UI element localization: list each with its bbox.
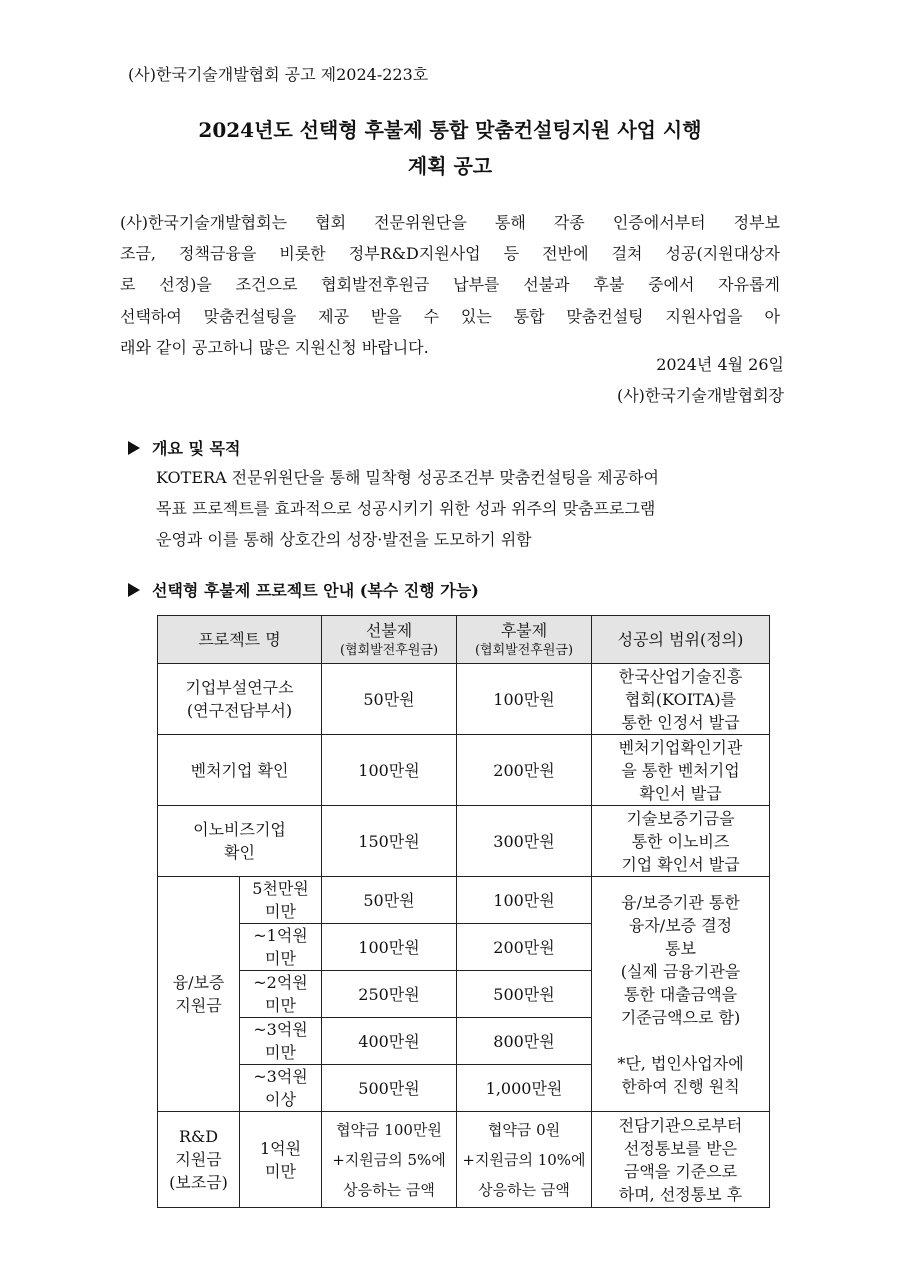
document-title-line2: 계획 공고 — [407, 154, 493, 178]
rnd-label: R&D 지원금 (보조금) — [158, 1112, 240, 1208]
rnd-prepaid-fee: 협약금 100만원 +지원금의 5%에 상응하는 금액 — [322, 1112, 457, 1208]
prepaid-fee: 250만원 — [322, 971, 457, 1018]
postpaid-fee: 100만원 — [457, 877, 592, 924]
header-prepaid-sub: (협회발전후원금) — [339, 643, 439, 658]
postpaid-fee: 200만원 — [457, 735, 592, 806]
table-row — [158, 1112, 770, 1208]
project-name: 이노비즈기업 확인 — [158, 806, 322, 877]
prepaid-fee: 50만원 — [322, 664, 457, 735]
postpaid-fee: 1,000만원 — [457, 1065, 592, 1112]
postpaid-fee: 500만원 — [457, 971, 592, 1018]
overview-line: KOTERA 전문위원단을 통해 밀착형 성공조건부 맞춤컨설팅을 제공하여 — [156, 468, 659, 487]
overview-line: 목표 프로젝트를 효과적으로 성공시키기 위한 성과 위주의 맞춤프로그램 — [156, 499, 656, 518]
prepaid-fee: 100만원 — [322, 924, 457, 971]
rnd-success-definition: 전담기관으로부터 선정통보를 받은 금액을 기준으로 하며, 선정통보 후 — [592, 1112, 770, 1208]
header-success: 성공의 범위(정의) — [592, 616, 770, 664]
success-definition: 한국산업기술진흥 협회(KOITA)를 통한 인정서 발급 — [592, 664, 770, 735]
rnd-range: 1억원 미만 — [240, 1112, 322, 1208]
header-project: 프로젝트 명 — [158, 616, 322, 664]
loan-success-definition: 융/보증기관 통한 융자/보증 결정 통보 (실제 금융기관을 통한 대출금액을 기준금액으로 함) *단, 법인사업자에 한하여 진행 원칙 — [592, 877, 770, 1112]
rnd-postpaid-fee: 협약금 0원 +지원금의 10%에 상응하는 금액 — [457, 1112, 592, 1208]
header-postpaid-sub: (협회발전후원금) — [474, 643, 574, 658]
loan-group-label: 융/보증 지원금 — [158, 877, 240, 1112]
table-row — [158, 735, 770, 806]
prepaid-fee: 500만원 — [322, 1065, 457, 1112]
loan-tier-range: ~1억원 미만 — [240, 924, 322, 971]
postpaid-fee: 200만원 — [457, 924, 592, 971]
postpaid-fee: 800만원 — [457, 1018, 592, 1065]
project-table — [157, 615, 770, 1208]
success-definition: 벤처기업확인기관 을 통한 벤처기업 확인서 발급 — [592, 735, 770, 806]
loan-tier-range: 5천만원 미만 — [240, 877, 322, 924]
header-prepaid: 선불제 (협회발전후원금) — [322, 616, 457, 664]
loan-tier-range: ~3억원 미만 — [240, 1018, 322, 1065]
project-name: 벤처기업 확인 — [158, 735, 322, 806]
triangle-bullet-icon — [128, 441, 140, 455]
postpaid-fee: 100만원 — [457, 664, 592, 735]
intro-paragraph — [120, 207, 780, 363]
document-title: 2024년도 선택형 후불제 통합 맞춤컨설팅지원 사업 시행 — [198, 118, 702, 142]
table-row — [158, 664, 770, 735]
loan-tier-range: ~2억원 미만 — [240, 971, 322, 1018]
intro-line: 로 선정)을 조건으로 협회발전후원금 납부를 선불과 후불 중에서 자유롭게 — [120, 275, 780, 295]
table-row — [158, 806, 770, 877]
prepaid-fee: 400만원 — [322, 1018, 457, 1065]
intro-line: 선택하여 맞춤컨설팅을 제공 받을 수 있는 통합 맞춤컨설팅 지원사업을 아 — [120, 306, 780, 326]
postpaid-fee: 300만원 — [457, 806, 592, 877]
prepaid-fee: 50만원 — [322, 877, 457, 924]
section-overview-heading — [128, 436, 240, 459]
success-definition: 기술보증기금을 통한 이노비즈 기업 확인서 발급 — [592, 806, 770, 877]
section-projects-heading — [128, 578, 479, 601]
section-overview-title: 개요 및 목적 — [152, 439, 241, 458]
triangle-bullet-icon — [128, 583, 140, 597]
notice-date: 2024년 4월 26일 — [656, 355, 784, 374]
table-row — [158, 877, 770, 924]
project-name: 기업부설연구소 (연구전담부서) — [158, 664, 322, 735]
notice-number: (사)한국기술개발협회 공고 제2024-223호 — [128, 65, 429, 84]
loan-tier-range: ~3억원 이상 — [240, 1065, 322, 1112]
issuer-name: (사)한국기술개발협회장 — [616, 386, 784, 405]
intro-line: 래와 같이 공고하니 많은 지원신청 바랍니다. — [120, 337, 429, 357]
section-overview-body — [156, 462, 659, 555]
intro-line: (사)한국기술개발협회는 협회 전문위원단을 통해 각종 인증에서부터 정부보 — [120, 213, 780, 232]
prepaid-fee: 150만원 — [322, 806, 457, 877]
overview-line: 운영과 이를 통해 상호간의 성장·발전을 도모하기 위함 — [156, 530, 532, 549]
prepaid-fee: 100만원 — [322, 735, 457, 806]
intro-line: 조금, 정책금융을 비롯한 정부R&D지원사업 등 전반에 걸쳐 성공(지원대상자 — [120, 244, 780, 264]
section-projects-title: 선택형 후불제 프로젝트 안내 (복수 진행 가능) — [152, 581, 479, 600]
header-postpaid: 후불제 (협회발전후원금) — [457, 616, 592, 664]
table-header-row — [158, 616, 770, 664]
